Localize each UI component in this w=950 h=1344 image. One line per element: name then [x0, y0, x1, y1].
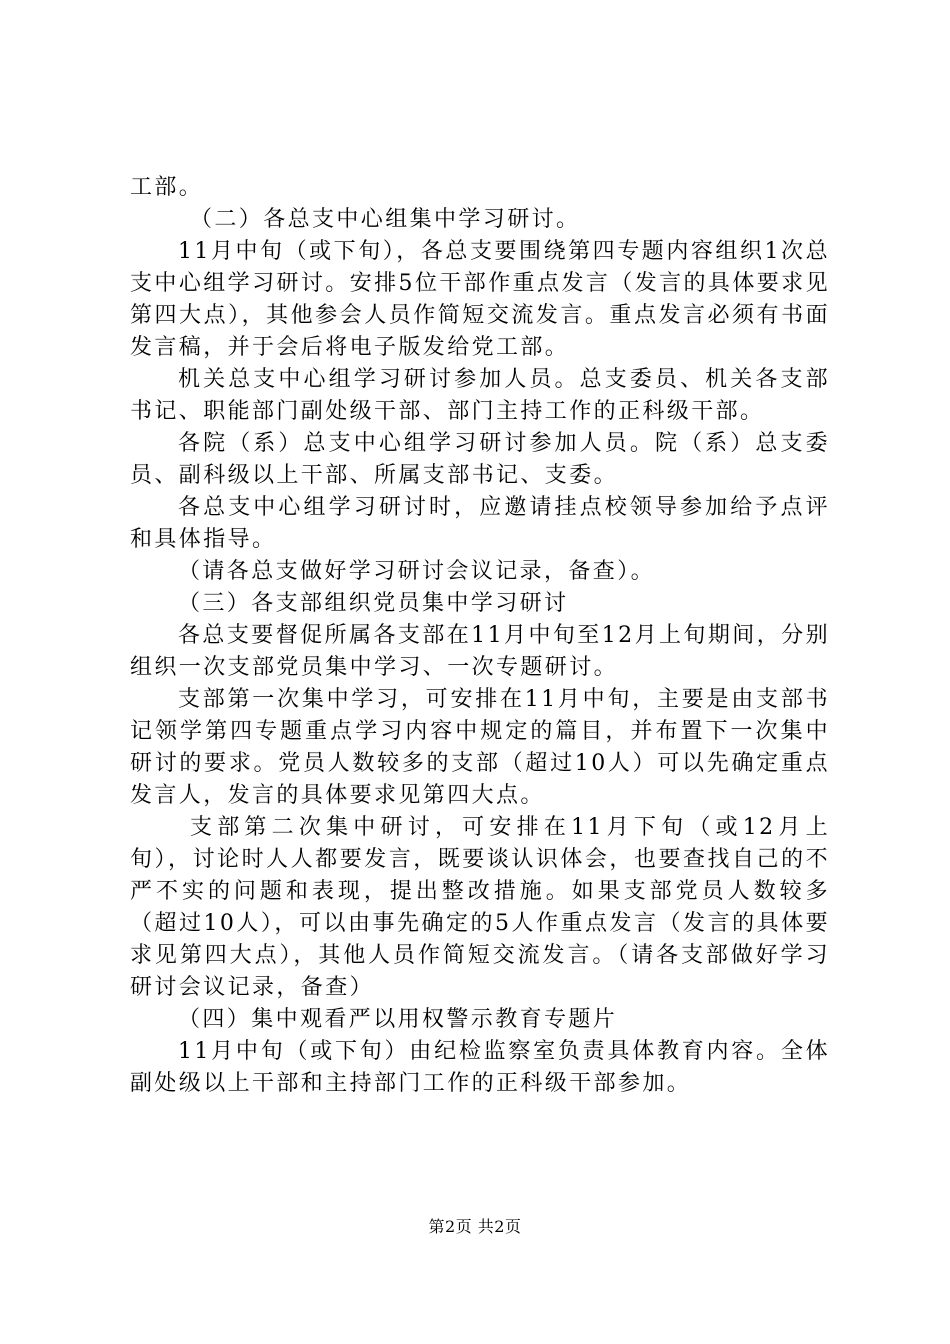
page-number-label: 第2页 共2页 — [428, 1217, 522, 1236]
section-heading-4: （四）集中观看严以用权警示教育专题片 — [178, 1007, 618, 1032]
page-footer — [0, 1216, 950, 1238]
document-body — [130, 172, 830, 1100]
paragraph: 支部第二次集中研讨，可安排在11月下旬（或12月上旬），讨论时人人都要发言，既要谈认识体会，也要查找自己的不严不实的问题和表现，提出整改措施。如果支部党员人数较多（超过10人），可以由事先确定的5人作重点发言（发言的具体要求见第四大点），其他人员作简短交流发言。（请各支部做好学习研讨会议记录，备查） — [130, 815, 830, 1000]
paragraph: 11月中旬（或下旬），各总支要围绕第四专题内容组织1次总支中心组学习研讨。安排5位干部作重点发言（发言的具体要求见第四大点），其他参会人员作简短交流发言。重点发言必须有书面发言稿，并于会后将电子版发给党工部。 — [130, 239, 830, 360]
section-heading-3: （三）各支部组织党员集中学习研讨 — [178, 591, 569, 616]
paragraph: 支部第一次集中学习，可安排在11月中旬，主要是由支部书记领学第四专题重点学习内容中规定的篇目，并布置下一次集中研讨的要求。党员人数较多的支部（超过10人）可以先确定重点发言人，发言的具体要求见第四大点。 — [130, 687, 830, 808]
paragraph: 11月中旬（或下旬）由纪检监察室负责具体教育内容。全体副处级以上干部和主持部门工作的正科级干部参加。 — [130, 1039, 830, 1096]
paragraph: 各院（系）总支中心组学习研讨参加人员。院（系）总支委员、副科级以上干部、所属支部书记、支委。 — [130, 431, 830, 488]
paragraph-continuation: 工部。 — [130, 175, 204, 200]
paragraph: 机关总支中心组学习研讨参加人员。总支委员、机关各支部书记、职能部门副处级干部、部门主持工作的正科级干部。 — [130, 367, 830, 424]
paragraph: 各总支中心组学习研讨时，应邀请挂点校领导参加给予点评和具体指导。 — [130, 495, 830, 552]
section-heading-2: （二）各总支中心组集中学习研讨。 — [190, 207, 581, 232]
paragraph-note: （请各总支做好学习研讨会议记录，备查）。 — [178, 559, 656, 584]
paragraph: 各总支要督促所属各支部在11月中旬至12月上旬期间，分别组织一次支部党员集中学习、一次专题研讨。 — [130, 623, 830, 680]
